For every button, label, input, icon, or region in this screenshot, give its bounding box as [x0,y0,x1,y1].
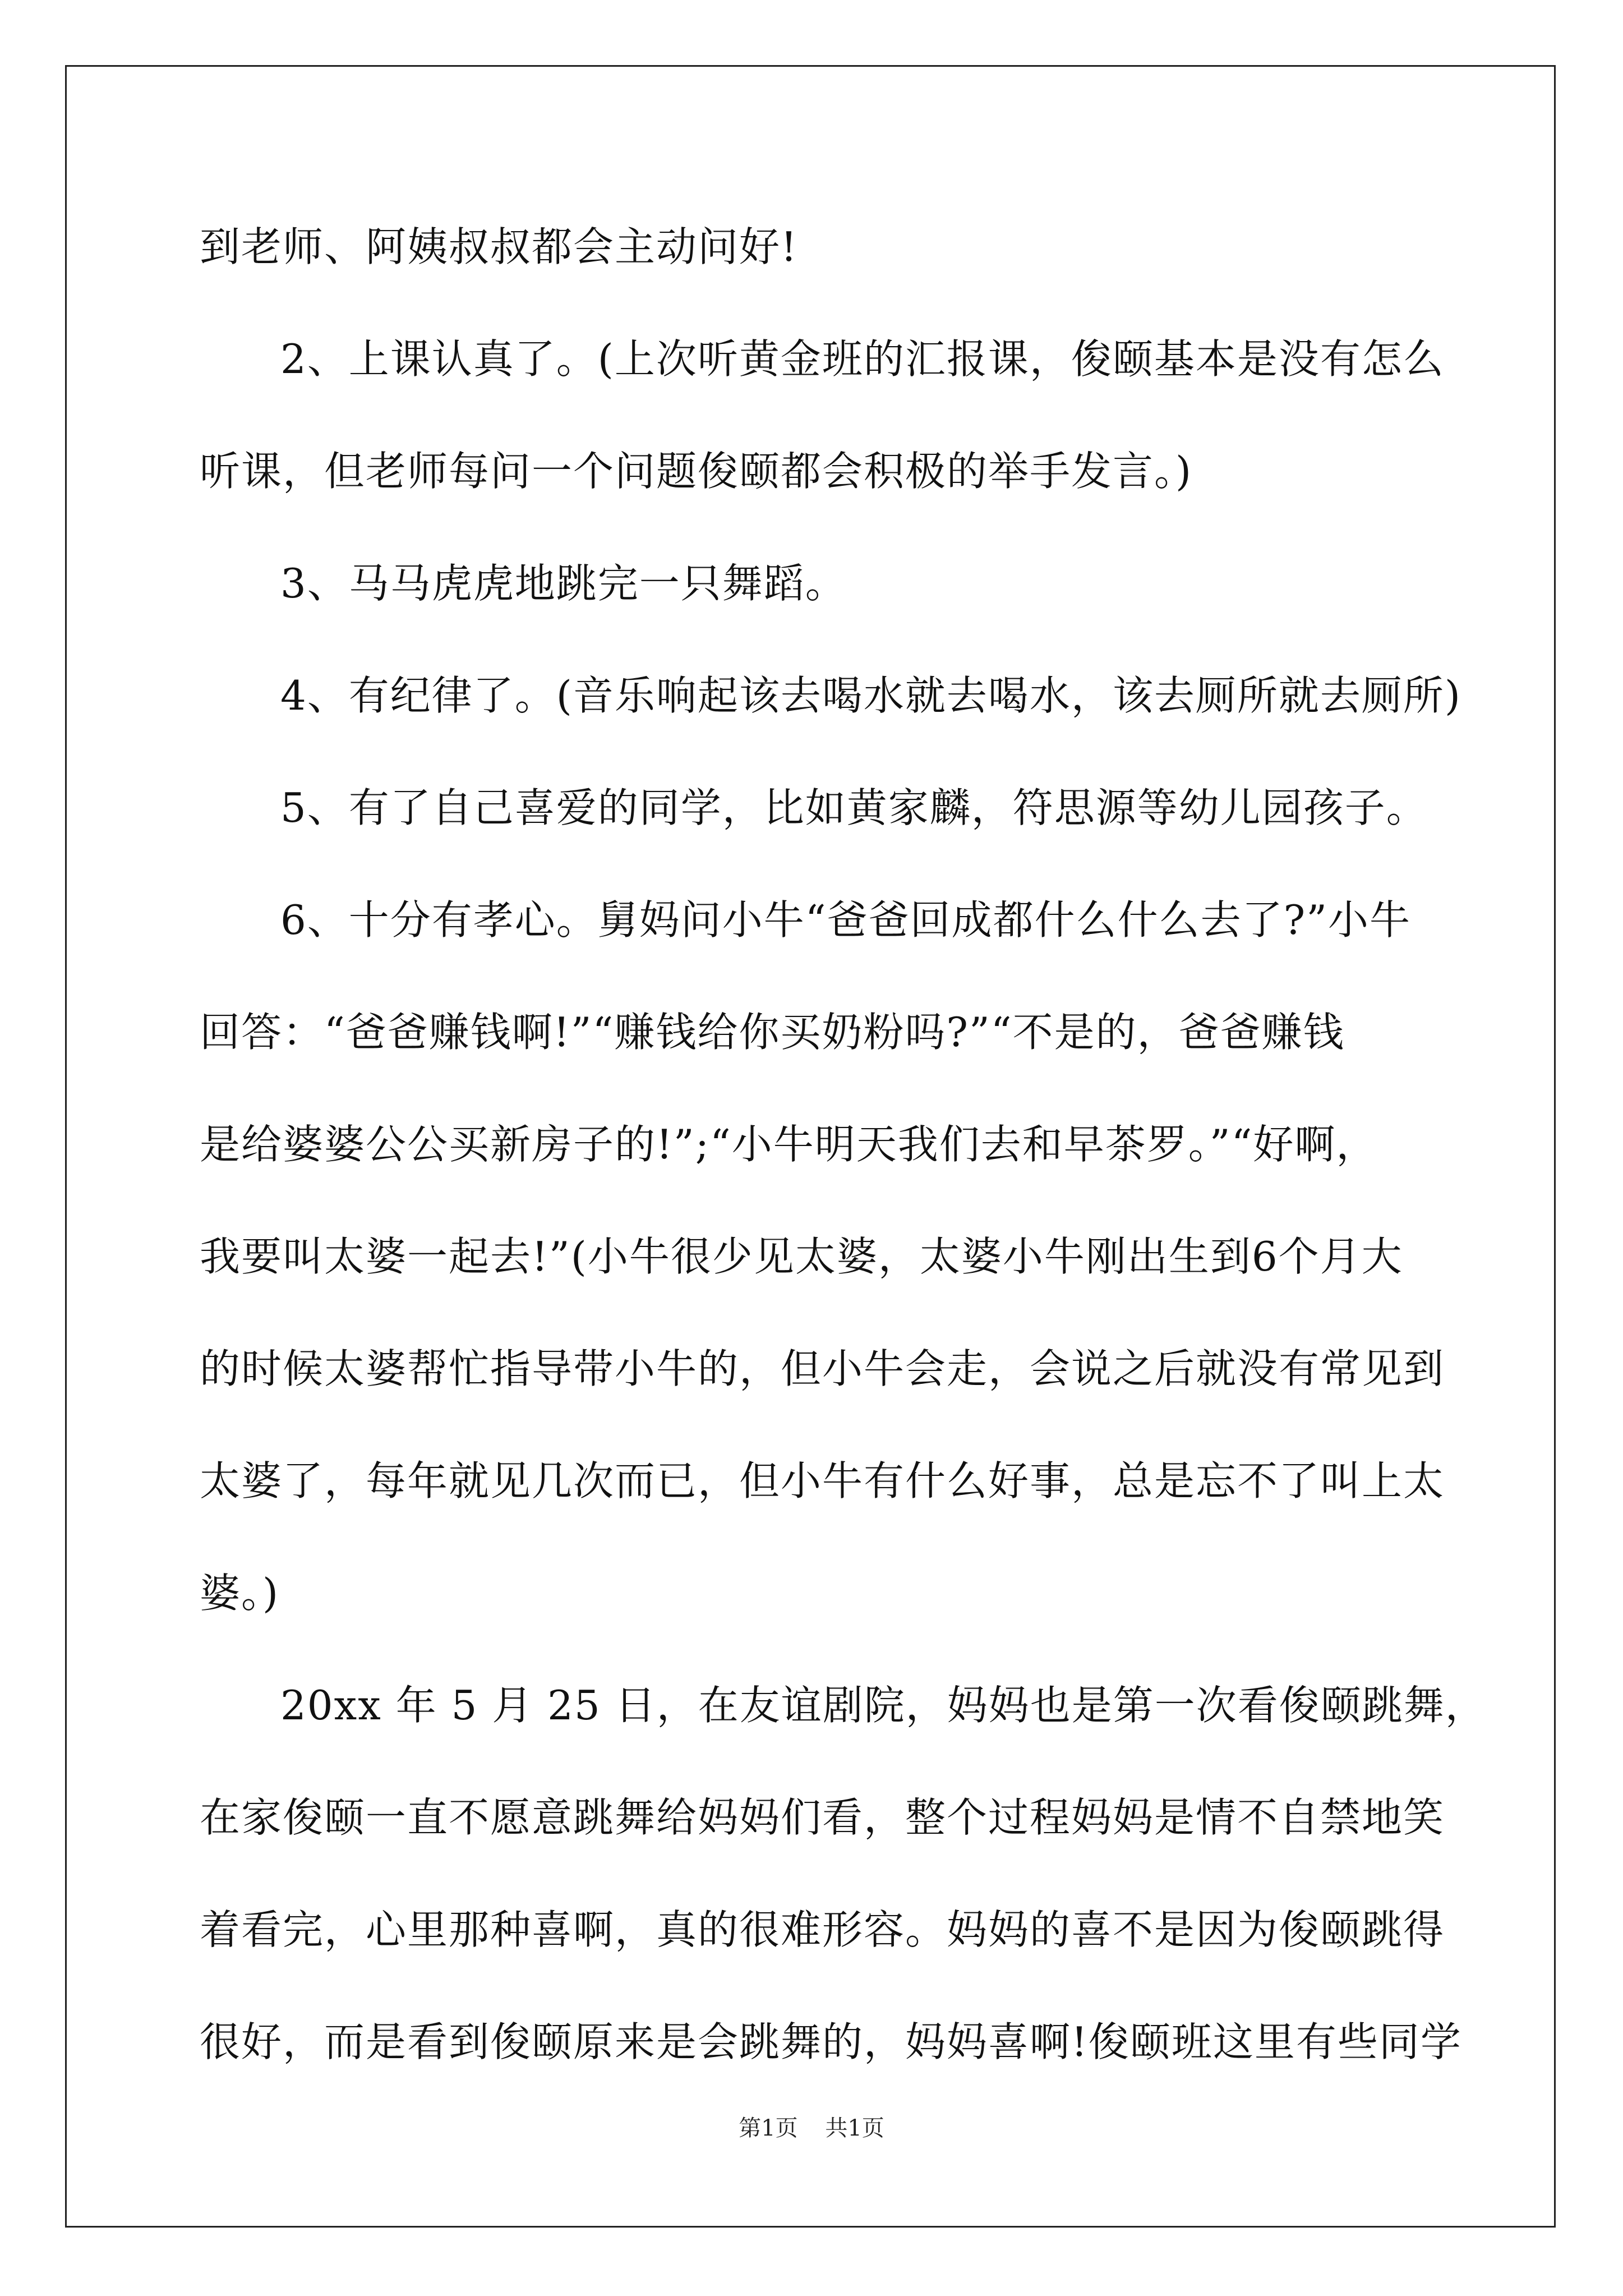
text-line: 回答：“爸爸赚钱啊!”“赚钱给你买奶粉吗?”“不是的，爸爸赚钱 [200,1009,1345,1056]
text-line: 到老师、阿姨叔叔都会主动问好! [200,223,798,270]
text-line: 5、有了自己喜爱的同学，比如黄家麟，符思源等幼儿园孩子。 [280,784,1428,831]
text-line: 听课，但老师每问一个问题俊颐都会积极的举手发言。) [200,448,1193,495]
page-footer [0,2115,1623,2142]
text-line: 我要叫太婆一起去!”(小牛很少见太婆，太婆小牛刚出生到6个月大 [200,1233,1403,1280]
text-line: 4、有纪律了。(音乐响起该去喝水就去喝水，该去厕所就去厕所) [280,672,1461,719]
text-line: 婆。) [200,1570,280,1617]
text-line: 在家俊颐一直不愿意跳舞给妈妈们看，整个过程妈妈是情不自禁地笑 [200,1794,1445,1841]
text-line: 3、马马虎虎地跳完一只舞蹈。 [280,560,847,607]
text-line: 的时候太婆帮忙指导带小牛的，但小牛会走，会说之后就没有常见到 [200,1345,1445,1392]
text-line: 太婆了，每年就见几次而已，但小牛有什么好事，总是忘不了叫上太 [200,1457,1445,1504]
text-line: 6、十分有孝心。舅妈问小牛“爸爸回成都什么什么去了?”小牛 [280,896,1412,944]
text-line: 很好，而是看到俊颐原来是会跳舞的，妈妈喜啊!俊颐班这里有些同学 [200,2018,1462,2065]
text-line: 20xx 年 5 月 25 日，在友谊剧院，妈妈也是第一次看俊颐跳舞， [280,1682,1487,1729]
text-line: 2、上课认真了。(上次听黄金班的汇报课，俊颐基本是没有怎么 [280,335,1445,383]
page-total: 共1页 [825,2115,884,2141]
text-line: 着看完，心里那种喜啊，真的很难形容。妈妈的喜不是因为俊颐跳得 [200,1906,1445,1953]
page-number: 第1页 [739,2115,798,2141]
text-line: 是给婆婆公公买新房子的!”;“小牛明天我们去和早茶罗。”“好啊， [200,1121,1378,1168]
